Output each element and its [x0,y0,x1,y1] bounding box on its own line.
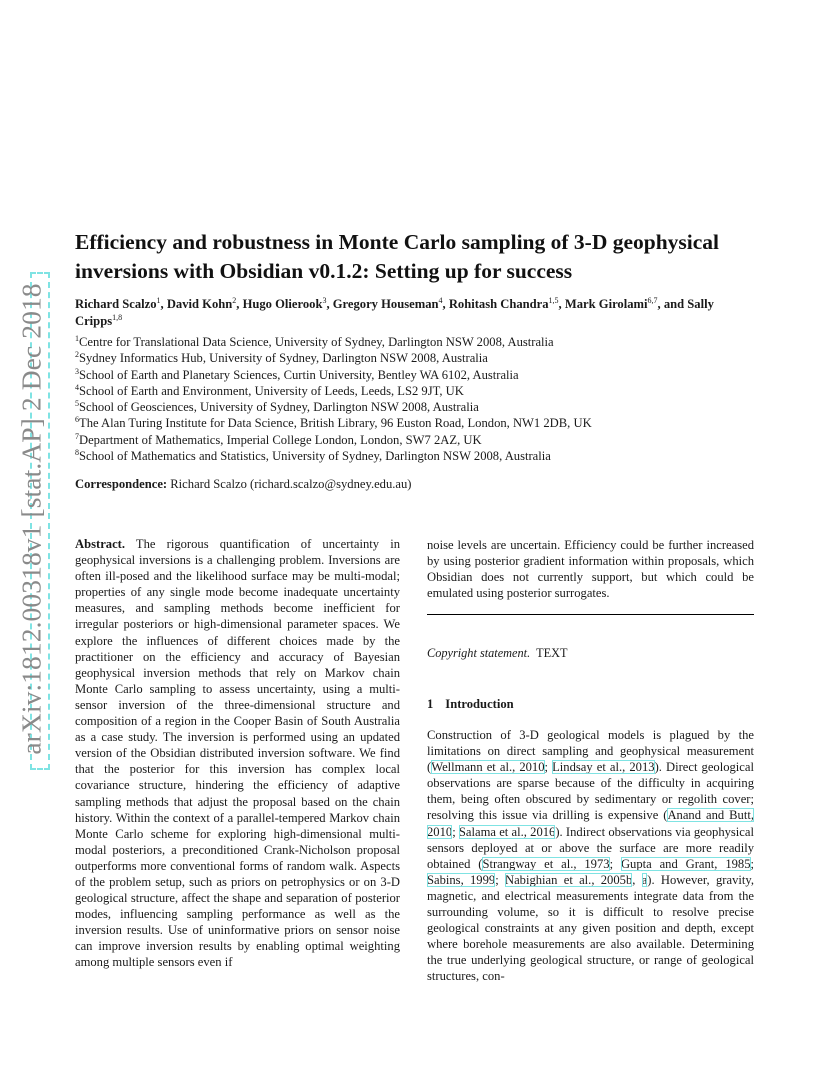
arxiv-identifier[interactable] [10,270,54,768]
arxiv-identifier-text: arXiv:1812.00318v1 [stat.AP] 2 Dec 2018 [16,283,47,755]
affiliation-mark: 5 [75,399,79,408]
correspondence-text: Richard Scalzo (richard.scalzo@sydney.edu.au) [170,477,412,491]
affiliation-text: School of Geosciences, University of Sydney, Darlington NSW 2008, Australia [79,400,479,415]
intro-text: ; [609,856,621,871]
affiliation-text: The Alan Turing Institute for Data Science, British Library, 96 Euston Road, London, NW1 2DB, UK [79,416,592,431]
correspondence-label: Correspondence: [75,477,168,491]
affiliation-mark: 4 [75,382,79,392]
abstract [75,536,400,971]
affiliation-item [75,334,775,350]
affiliation-item [75,432,775,448]
author-name: David Kohn [166,297,233,311]
section-number: 1 [427,697,434,711]
affiliation-mark: 1 [75,333,79,343]
affiliation-text: Centre for Translational Data Science, University of Sydney, Darlington NSW 2008, Australia [79,335,554,349]
copyright-statement [427,646,568,661]
author-affiliation-mark: 1,8 [112,312,123,322]
author-list: Richard Scalzo$^1$, David Kohn$^2$, Hugo Olierook$^3$, Gregory Houseman$^4$, Rohitash Chandra$^{1,5}$, Mark Girolami$^{6,7}$, and Sally Cripps$^{1,8}$ [75,295,714,328]
author-name: Gregory Houseman [332,297,439,311]
intro-text: Construction of 3-D geological models is plagued by the limitations on direct sampling and geophysical measurement ( [427,728,754,775]
intro-text: ; [452,824,459,839]
author-name: Rohitash Chandra [448,297,549,311]
author-affiliation-mark: 1 [156,295,161,305]
citation-link[interactable]: Salama et al., 2016 [458,824,556,839]
section-title: Introduction [445,697,514,711]
affiliation-text: School of Mathematics and Statistics, University of Sydney, Darlington NSW 2008, Australia [79,449,551,464]
paper-title: Efficiency and robustness in Monte Carlo sampling of 3-D geophysical inversions with Obsidian v0.1.2: Setting up for success [75,230,720,283]
intro-text: ). Indirect observations via geophysical sensors deployed at or above the surface are more readily obtained ( [427,824,754,871]
citation-link[interactable]: Nabighian et al., 2005b [504,872,633,887]
affiliation-item [75,367,775,383]
affiliation-item [75,350,775,366]
citation-link[interactable]: Anand and Butt, 2010 [427,808,754,839]
affiliation-text: School of Earth and Planetary Sciences, Curtin University, Bentley WA 6102, Australia [79,367,519,382]
copyright-text: TEXT [536,646,568,660]
intro-text: ; [544,760,553,775]
introduction-paragraph [427,727,754,985]
intro-text: ). Direct geological observations are sparse because of the difficulty in acquiring them, being often obscured by sedimentary or regolith cover; resolving this issue via drilling is expensive ( [427,760,754,823]
affiliation-mark: 7 [75,431,79,441]
affiliation-item [75,448,775,464]
author-affiliation-mark: 2 [232,295,237,305]
affiliation-text: Sydney Informatics Hub, University of Sydney, Darlington NSW 2008, Australia [79,351,488,366]
abstract-continuation: noise levels are uncertain. Efficiency could be further increased by using posterior gradient information within proposals, which Obsidian does not currently support, but which could be emulated using posterior surrogates. [427,538,754,601]
author-affiliation-mark: 3 [322,295,327,305]
citation-link[interactable]: Strangway et al., 1973 [482,856,610,871]
section-heading [427,697,514,712]
citation-link[interactable]: Sabins, 1999 [427,872,496,887]
intro-text: , [632,872,642,887]
citation-link[interactable]: Lindsay et al., 2013 [552,760,655,775]
abstract-label: Abstract. [75,537,126,551]
affiliation-list [75,334,775,464]
affiliation-text: Department of Mathematics, Imperial College London, London, SW7 2AZ, UK [79,432,482,447]
author-affiliation-mark: 4 [438,295,443,305]
author-name: Richard Scalzo [75,297,157,311]
copyright-label: Copyright statement. [427,646,531,660]
affiliation-text: School of Earth and Environment, University of Leeds, Leeds, LS2 9JT, UK [79,383,464,398]
intro-text: ). However, gravity, magnetic, and electrical measurements integrate data from the surrounding volume, so it is difficult to resolve precise geological constraints at any given position and depth, except where borehole measurements are also available. Determining the true underlying geological structure, or range of geological structures, con- [427,872,754,984]
affiliation-item [75,383,775,399]
correspondence [75,477,775,492]
author-affiliation-mark: 1,5 [548,295,559,305]
affiliation-item [75,415,775,431]
author-affiliation-mark: 6,7 [647,295,658,305]
affiliation-mark: 3 [75,366,79,376]
author-name: Sally Cripps [75,297,714,328]
divider [427,614,754,615]
affiliation-item [75,399,775,415]
intro-text: ; [750,856,755,871]
affiliation-mark: 8 [75,447,79,457]
citation-link[interactable]: Gupta and Grant, 1985 [620,856,751,871]
citation-link[interactable]: a [641,872,648,887]
author-name: Mark Girolami [564,297,648,311]
affiliation-mark: 6 [75,415,79,425]
intro-text: ; [495,872,505,887]
affiliation-mark: 2 [75,350,79,360]
abstract-text: The rigorous quantification of uncertainty in geophysical inversions is a challenging problem. Inversions are often ill-posed and the likelihood surface may be multi-modal; properties of any single mode become inadequate uncertainty measures, and sampling methods become inefficient for irregular posteriors or high-dimensional parameter spaces. We explore the influences of different choices made by the practitioner on the efficiency and accuracy of Bayesian geophysical inversion methods that rely on Markov chain Monte Carlo sampling to assess uncertainty, using a multi-sensor inversion of the three-dimensional structure and composition of a region in the Cooper Basin of South Australia as a case study. The inversion is performed using an updated version of the Obsidian distributed inversion software. We find that the posterior for this inversion has complex local covariance structure, hindering the efficiency of adaptive sampling methods that adjust the proposal based on the chain history. Within the context of a parallel-tempered Markov chain Monte Carlo scheme for exploring high-dimensional multi-modal posteriors, a preconditioned Crank-Nicholson proposal outperforms more conventional forms of random walk. Aspects of the problem setup, such as priors on petrophysics or on 3-D geological structure, affect the shape and separation of posterior modes, influencing sampling performance as well as the inversion results. Use of uninformative priors on sensor noise can improve inversion results by enabling optimal weighting among multiple sensors even if [75,537,400,970]
author-name: Hugo Olierook [242,297,323,311]
citation-link[interactable]: Wellmann et al., 2010 [431,760,545,775]
